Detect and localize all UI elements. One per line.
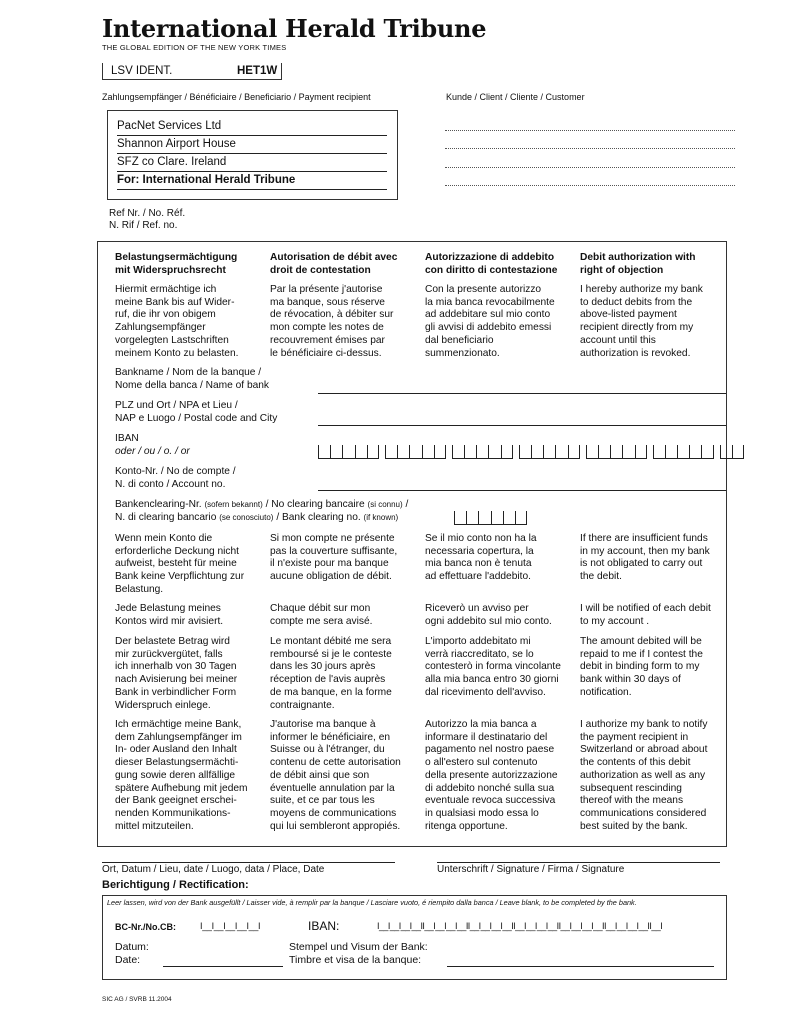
rect-iban-label: IBAN: xyxy=(308,919,340,933)
header-it: Autorizzazione di addebito con diritto di contestazione xyxy=(425,252,558,276)
notify-fr: Chaque débit sur mon compte me sera avisé. xyxy=(270,603,373,627)
inform-it: Autorizzo la mia banca a informare il destinatario del pagamento nel nostro paese o all'estero sul contenuto della presente autorizzazione di addebito nonché sulla sua eventuale revoca successiva in qualsiasi modo essa lo ritenga opportune. xyxy=(425,719,558,832)
funds-it: Se il mio conto non ha la necessaria copertura, la mia banca non è tenuta ad effettuare l'addebito. xyxy=(425,533,537,583)
customer-line-2[interactable] xyxy=(445,148,735,149)
bankname-label: Bankname / Nom de la banque / Nome della banca / Name of bank xyxy=(115,367,270,391)
account-label: Konto-Nr. / No de compte / N. di conto / Account no. xyxy=(115,466,236,490)
refund-it: L'importo addebitato mi verrà riaccreditato, se lo contesterò in forma vincolante alla mia banca entro 30 giorni dal ricevimento dell'avviso. xyxy=(425,636,561,698)
intro-fr: Par la présente j'autorise ma banque, sous réserve de révocation, à débiter sur mon compte les notes de recouvrement émises par le bénéficiaire ci-dessus. xyxy=(270,284,394,359)
datum-label: Datum: xyxy=(115,941,149,953)
signature-line[interactable] xyxy=(437,862,720,863)
inform-de: Ich ermächtige meine Bank, dem Zahlungsempfänger im In- oder Ausland den Inhalt dieser Belastungsermächti- gung sowie deren allfällige spätere Aufhebung mit jedem der Bank geeignet erschei- nenden Kommunikations- mittel mitzuteilen. xyxy=(115,719,248,832)
refund-de: Der belastete Betrag wird mir zurückvergütet, falls ich innerhalb von 30 Tagen nach Avisierung bei meiner Bank in verbindlicher Form Widerspruch einlege. xyxy=(115,636,238,711)
place-date-label: Ort, Datum / Lieu, date / Luogo, data / Place, Date xyxy=(102,864,325,875)
bank-use-note: Leer lassen, wird von der Bank ausgefüllt / Laisser vide, à remplir par la banque / Lasciare vuoto, é riempito dalla banca / Leave blank, to be completed by the bank. xyxy=(107,898,637,907)
intro-de: Hiermit ermächtige ich meine Bank bis auf Wider- ruf, die ihr von obigem Zahlungsempfänger vorgelegten Lastschriften meinem Konto zu belasten. xyxy=(115,284,239,359)
clearing-label: Bankenclearing-Nr. (sofern bekannt) / No clearing bancaire (si connu) / N. di clearing bancario (se conosciuto) / Bank clearing no. (if known) xyxy=(115,499,409,523)
form-footer: SIC AG / SVRB 11.2004 xyxy=(102,996,172,1003)
signature-label: Unterschrift / Signature / Firma / Signature xyxy=(437,864,625,875)
header-de: Belastungsermächtigung mit Widerspruchsrecht xyxy=(115,252,238,276)
notify-it: Riceverò un avviso per ogni addebito sul mio conto. xyxy=(425,603,552,627)
refund-fr: Le montant débité me sera remboursé si je le conteste dans les 30 jours après réception de l'avis auprès de ma banque, en la forme contraignante. xyxy=(270,636,392,711)
ref-number: Ref Nr. / No. Réf. N. Rif / Ref. no. xyxy=(109,208,186,231)
iban-digit-boxes[interactable] xyxy=(318,445,750,459)
bc-number-boxes[interactable]: I__I__I__I__I__I xyxy=(200,921,261,931)
customer-line-3[interactable] xyxy=(445,167,735,168)
stamp-label-de: Stempel und Visum der Bank: xyxy=(289,941,428,953)
customer-line-1[interactable] xyxy=(445,130,735,131)
inform-fr: J'autorise ma banque à informer le bénéficiaire, en Suisse ou à l'étranger, du contenu de cette autorisation de débit ainsi que son éventuelle annulation par la suite, et ce par tous les moyens de communications qui lui sembleront appropiés. xyxy=(270,719,401,832)
recipient-line-4: For: International Herald Tribune xyxy=(117,172,387,190)
customer-line-4[interactable] xyxy=(445,185,735,186)
lsv-ident-value: HET1W xyxy=(237,65,278,77)
lsv-ident-label: LSV IDENT. xyxy=(111,65,173,77)
funds-de: Wenn mein Konto die erforderliche Deckung nicht aufweist, besteht für meine Bank keine Verpflichtung zur Belastung. xyxy=(115,533,245,595)
masthead-tagline: THE GLOBAL EDITION OF THE NEW YORK TIMES xyxy=(102,43,287,52)
rectification-title: Berichtigung / Rectification: xyxy=(102,879,249,891)
stamp-field[interactable] xyxy=(447,966,714,967)
date-label: Date: xyxy=(115,954,141,966)
stamp-label-fr: Timbre et visa de la banque: xyxy=(289,954,422,966)
notify-de: Jede Belastung meines Kontos wird mir avisiert. xyxy=(115,603,224,627)
place-date-line[interactable] xyxy=(102,862,395,863)
plz-label: PLZ und Ort / NPA et Lieu / NAP e Luogo / Postal code and City xyxy=(115,400,278,424)
bank-use-box xyxy=(102,895,727,980)
header-en: Debit authorization with right of objection xyxy=(580,252,696,276)
notify-en: I will be notified of each debit to my account . xyxy=(580,603,711,627)
clearing-digit-boxes[interactable] xyxy=(454,511,533,525)
header-fr: Autorisation de débit avec droit de contestation xyxy=(270,252,398,276)
inform-en: I authorize my bank to notify the payment recipient in Switzerland or abroad about the contents of this debit authorization as well as any subsequent rescinding thereof with the means communications considered best suited by the bank. xyxy=(580,719,708,832)
intro-en: I hereby authorize my bank to deduct debits from the above-listed payment recipient directly from my account until this authorization is revoked. xyxy=(580,284,703,359)
iban-label: IBAN oder / ou / o. / or xyxy=(115,433,190,457)
intro-it: Con la presente autorizzo la mia banca revocabilmente ad addebitare sul mio conto gli avvisi di addebito emessi dal beneficiario summenzionato. xyxy=(425,284,555,359)
bc-number-label: BC-Nr./No.CB: xyxy=(115,922,176,932)
recipient-label: Zahlungsempfänger / Bénéficiaire / Beneficiario / Payment recipient xyxy=(102,92,371,102)
recipient-line-1: PacNet Services Ltd xyxy=(117,118,387,136)
recipient-line-3: SFZ co Clare. Ireland xyxy=(117,154,387,172)
rect-iban-boxes[interactable]: I__I__I__I__II__I__I__I__II__I__I__I__II__I__I__I__II__I__I__I__II__I__I__I__II__I xyxy=(377,921,663,931)
customer-label: Kunde / Client / Cliente / Customer xyxy=(446,92,585,102)
authorization-box xyxy=(97,241,727,847)
bankname-field[interactable] xyxy=(318,393,726,394)
funds-en: If there are insufficient funds in my account, then my bank is not obligated to carry out the debit. xyxy=(580,533,710,583)
refund-en: The amount debited will be repaid to me if I contest the debit in binding form to my bank within 30 days of notification. xyxy=(580,636,703,698)
plz-field[interactable] xyxy=(318,425,726,426)
recipient-line-2: Shannon Airport House xyxy=(117,136,387,154)
funds-fr: Si mon compte ne présente pas la couverture suffisante, il n'existe pour ma banque aucune obligation de débit. xyxy=(270,533,398,583)
rect-date-field[interactable] xyxy=(163,966,283,967)
lsv-ident-box xyxy=(102,63,282,80)
masthead-title: International Herald Tribune xyxy=(102,14,487,43)
account-field[interactable] xyxy=(318,490,726,491)
recipient-box xyxy=(107,110,398,200)
